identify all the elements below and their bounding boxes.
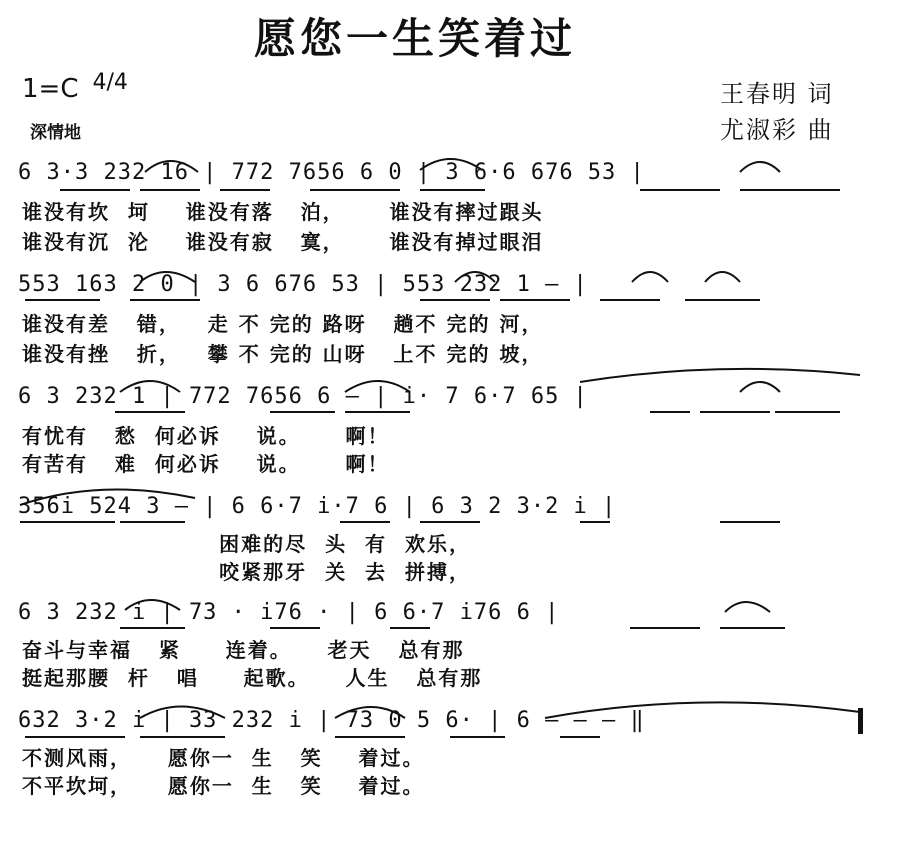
final-barline [858,708,863,734]
key-label: 1=C [22,74,79,104]
lyric-verse-1: 有忧有 愁 何必诉 说。 啊！ [22,424,390,448]
lyric-verse-2: 谁没有挫 折， 攀 不 完的 山呀 上不 完的 坡， [22,342,544,366]
notation-row: 356i 524 3 — | 6 6·7 i·7 6 | 6 3 2 3·2 i | [18,494,617,519]
lyric-verse-2: 谁没有沉 沦 谁没有寂 寞， 谁没有掉过眼泪 [22,230,544,254]
tempo-marking: 深情地 [30,123,81,143]
lyric-verse-2: 挺起那腰 杆 唱 起歌。 人生 总有那 [22,666,483,690]
song-title: 愿您一生笑着过 [253,14,576,63]
notation-row: 6 3 232 i | 73 · i76 · | 6 6·7 i76 6 | [18,600,560,625]
notation-row: 6 3·3 232 16 | 772 7656 6 0 | 3 6·6 676 53 | [18,160,645,185]
lyric-verse-1: 谁没有差 错， 走 不 完的 路呀 趟不 完的 河， [22,312,544,336]
notation-row: 553 163 2 0 | 3 6 676 53 | 553 232 1 — | [18,272,588,297]
lyricist-credit: 王春明 词 [720,80,834,108]
lyric-verse-2: 有苦有 难 何必诉 说。 啊！ [22,452,390,476]
lyric-verse-1: 不测风雨， 愿你一 生 笑 着过。 [22,746,425,770]
lyric-verse-1: 困难的尽 头 有 欢乐， [22,532,471,556]
notation-row: 632 3·2 i | 33 232 i | 73 0 5 6· | 6 — — — ‖ [18,708,645,733]
key-signature [22,70,128,104]
composer-credit: 尤淑彩 曲 [720,116,834,144]
notation-row: 6 3 232 1 | 772 7656 6 — | i· 7 6·7 65 | [18,384,588,409]
lyric-verse-2: 不平坎坷， 愿你一 生 笑 着过。 [22,774,425,798]
time-signature: 4/4 [92,70,128,95]
lyric-verse-2: 咬紧那牙 关 去 拼搏， [22,560,471,584]
lyric-verse-1: 谁没有坎 坷 谁没有落 泊， 谁没有摔过跟头 [22,200,544,224]
lyric-verse-1: 奋斗与幸福 紧 连着。 老天 总有那 [22,638,465,662]
